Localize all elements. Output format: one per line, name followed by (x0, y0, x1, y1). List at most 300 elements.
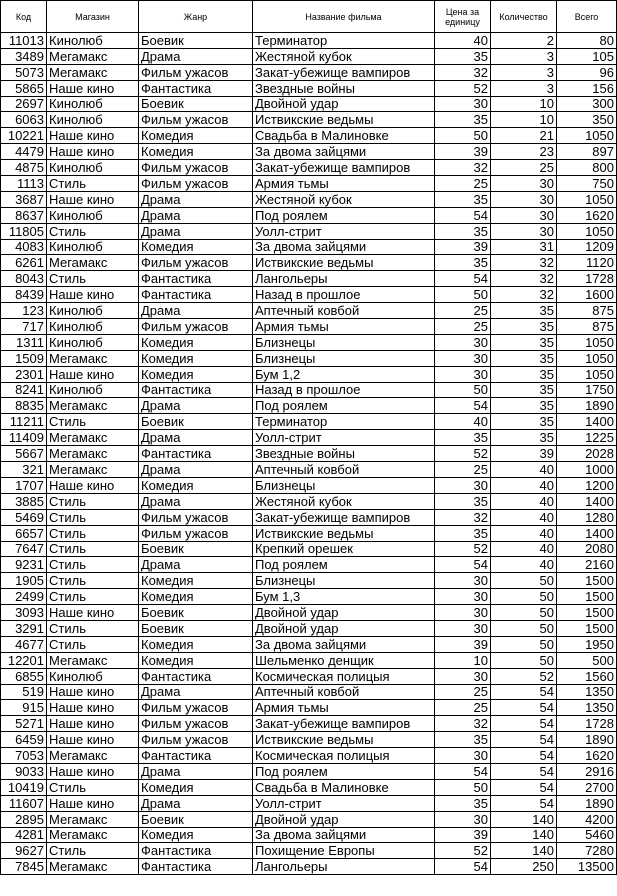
cell-id[interactable]: 2895 (1, 811, 47, 827)
cell-store[interactable]: Кинолюб (47, 112, 139, 128)
cell-title[interactable]: Терминатор (253, 414, 435, 430)
cell-id[interactable]: 915 (1, 700, 47, 716)
cell-quantity[interactable]: 54 (491, 795, 557, 811)
cell-id[interactable]: 6657 (1, 525, 47, 541)
cell-store[interactable]: Кинолюб (47, 207, 139, 223)
cell-total[interactable]: 1000 (557, 462, 617, 478)
cell-store[interactable]: Стиль (47, 414, 139, 430)
cell-store[interactable]: Стиль (47, 620, 139, 636)
cell-quantity[interactable]: 2 (491, 33, 557, 49)
cell-store[interactable]: Наше кино (47, 287, 139, 303)
cell-store[interactable]: Кинолюб (47, 382, 139, 398)
cell-total[interactable]: 156 (557, 80, 617, 96)
cell-total[interactable]: 1050 (557, 223, 617, 239)
cell-price[interactable]: 35 (435, 191, 491, 207)
cell-price[interactable]: 25 (435, 303, 491, 319)
cell-id[interactable]: 4479 (1, 144, 47, 160)
cell-quantity[interactable]: 50 (491, 573, 557, 589)
cell-total[interactable]: 1225 (557, 430, 617, 446)
cell-total[interactable]: 1050 (557, 334, 617, 350)
cell-id[interactable]: 11211 (1, 414, 47, 430)
cell-price[interactable]: 25 (435, 462, 491, 478)
cell-title[interactable]: Близнецы (253, 573, 435, 589)
cell-total[interactable]: 1350 (557, 700, 617, 716)
cell-store[interactable]: Стиль (47, 525, 139, 541)
cell-total[interactable]: 13500 (557, 859, 617, 875)
cell-total[interactable]: 500 (557, 652, 617, 668)
cell-quantity[interactable]: 40 (491, 493, 557, 509)
cell-store[interactable]: Наше кино (47, 191, 139, 207)
cell-price[interactable]: 10 (435, 652, 491, 668)
cell-title[interactable]: Иствикские ведьмы (253, 525, 435, 541)
cell-total[interactable]: 1890 (557, 795, 617, 811)
cell-id[interactable]: 9627 (1, 843, 47, 859)
cell-title[interactable]: Лангольеры (253, 271, 435, 287)
cell-quantity[interactable]: 40 (491, 525, 557, 541)
cell-total[interactable]: 1350 (557, 684, 617, 700)
cell-title[interactable]: Близнецы (253, 334, 435, 350)
cell-title[interactable]: Под роялем (253, 207, 435, 223)
cell-store[interactable]: Стиль (47, 176, 139, 192)
cell-genre[interactable]: Фильм ужасов (139, 525, 253, 541)
cell-id[interactable]: 9231 (1, 557, 47, 573)
cell-quantity[interactable]: 250 (491, 859, 557, 875)
cell-price[interactable]: 30 (435, 748, 491, 764)
cell-store[interactable]: Стиль (47, 636, 139, 652)
cell-title[interactable]: Свадьба в Малиновке (253, 779, 435, 795)
cell-title[interactable]: Аптечный ковбой (253, 684, 435, 700)
cell-title[interactable]: Закат-убежище вампиров (253, 716, 435, 732)
cell-genre[interactable]: Комедия (139, 334, 253, 350)
cell-quantity[interactable]: 40 (491, 541, 557, 557)
cell-title[interactable]: За двома зайцями (253, 636, 435, 652)
cell-store[interactable]: Наше кино (47, 366, 139, 382)
cell-quantity[interactable]: 35 (491, 430, 557, 446)
cell-quantity[interactable]: 35 (491, 319, 557, 335)
cell-price[interactable]: 35 (435, 48, 491, 64)
cell-quantity[interactable]: 35 (491, 334, 557, 350)
cell-id[interactable]: 1113 (1, 176, 47, 192)
cell-price[interactable]: 52 (435, 843, 491, 859)
cell-genre[interactable]: Боевик (139, 811, 253, 827)
cell-total[interactable]: 7280 (557, 843, 617, 859)
cell-quantity[interactable]: 140 (491, 843, 557, 859)
cell-store[interactable]: Стиль (47, 779, 139, 795)
cell-title[interactable]: За двома зайцями (253, 827, 435, 843)
cell-price[interactable]: 30 (435, 589, 491, 605)
cell-quantity[interactable]: 50 (491, 605, 557, 621)
cell-title[interactable]: Похищение Европы (253, 843, 435, 859)
cell-genre[interactable]: Фантастика (139, 859, 253, 875)
cell-store[interactable]: Мегамакс (47, 350, 139, 366)
cell-price[interactable]: 52 (435, 80, 491, 96)
cell-quantity[interactable]: 54 (491, 763, 557, 779)
cell-genre[interactable]: Драма (139, 795, 253, 811)
cell-store[interactable]: Кинолюб (47, 319, 139, 335)
cell-title[interactable]: Свадьба в Малиновке (253, 128, 435, 144)
cell-price[interactable]: 30 (435, 573, 491, 589)
cell-title[interactable]: Под роялем (253, 398, 435, 414)
cell-genre[interactable]: Фантастика (139, 843, 253, 859)
cell-quantity[interactable]: 140 (491, 827, 557, 843)
cell-id[interactable]: 1707 (1, 477, 47, 493)
cell-genre[interactable]: Фильм ужасов (139, 509, 253, 525)
cell-id[interactable]: 1311 (1, 334, 47, 350)
cell-store[interactable]: Мегамакс (47, 446, 139, 462)
cell-total[interactable]: 1500 (557, 620, 617, 636)
cell-genre[interactable]: Фантастика (139, 446, 253, 462)
cell-title[interactable]: Терминатор (253, 33, 435, 49)
cell-genre[interactable]: Драма (139, 191, 253, 207)
cell-quantity[interactable]: 31 (491, 239, 557, 255)
cell-quantity[interactable]: 10 (491, 112, 557, 128)
cell-title[interactable]: Звездные войны (253, 446, 435, 462)
cell-quantity[interactable]: 50 (491, 620, 557, 636)
col-header-genre[interactable]: Жанр (139, 1, 253, 33)
cell-price[interactable]: 54 (435, 398, 491, 414)
cell-title[interactable]: Крепкий орешек (253, 541, 435, 557)
cell-id[interactable]: 7053 (1, 748, 47, 764)
cell-id[interactable]: 123 (1, 303, 47, 319)
cell-quantity[interactable]: 40 (491, 477, 557, 493)
cell-genre[interactable]: Драма (139, 303, 253, 319)
cell-genre[interactable]: Комедия (139, 652, 253, 668)
cell-total[interactable]: 350 (557, 112, 617, 128)
cell-quantity[interactable]: 25 (491, 160, 557, 176)
cell-id[interactable]: 12201 (1, 652, 47, 668)
cell-price[interactable]: 35 (435, 732, 491, 748)
cell-price[interactable]: 30 (435, 668, 491, 684)
cell-quantity[interactable]: 50 (491, 589, 557, 605)
cell-store[interactable]: Стиль (47, 843, 139, 859)
cell-price[interactable]: 40 (435, 33, 491, 49)
cell-total[interactable]: 1750 (557, 382, 617, 398)
cell-genre[interactable]: Комедия (139, 128, 253, 144)
cell-store[interactable]: Мегамакс (47, 48, 139, 64)
cell-id[interactable]: 6261 (1, 255, 47, 271)
cell-price[interactable]: 35 (435, 493, 491, 509)
cell-title[interactable]: Двойной удар (253, 605, 435, 621)
cell-genre[interactable]: Комедия (139, 573, 253, 589)
cell-quantity[interactable]: 32 (491, 271, 557, 287)
cell-price[interactable]: 30 (435, 334, 491, 350)
cell-id[interactable]: 6459 (1, 732, 47, 748)
cell-genre[interactable]: Фильм ужасов (139, 716, 253, 732)
cell-store[interactable]: Кинолюб (47, 668, 139, 684)
cell-total[interactable]: 1728 (557, 271, 617, 287)
cell-total[interactable]: 875 (557, 303, 617, 319)
cell-title[interactable]: Аптечный ковбой (253, 462, 435, 478)
cell-total[interactable]: 2916 (557, 763, 617, 779)
cell-total[interactable]: 1620 (557, 748, 617, 764)
cell-store[interactable]: Наше кино (47, 716, 139, 732)
cell-title[interactable]: Жестяной кубок (253, 493, 435, 509)
cell-title[interactable]: Аптечный ковбой (253, 303, 435, 319)
cell-id[interactable]: 7845 (1, 859, 47, 875)
col-header-total[interactable]: Всего (557, 1, 617, 33)
cell-genre[interactable]: Комедия (139, 350, 253, 366)
cell-total[interactable]: 1500 (557, 589, 617, 605)
cell-quantity[interactable]: 21 (491, 128, 557, 144)
cell-id[interactable]: 11409 (1, 430, 47, 446)
cell-store[interactable]: Кинолюб (47, 160, 139, 176)
cell-quantity[interactable]: 52 (491, 668, 557, 684)
cell-store[interactable]: Кинолюб (47, 334, 139, 350)
cell-id[interactable]: 3885 (1, 493, 47, 509)
cell-store[interactable]: Наше кино (47, 128, 139, 144)
cell-id[interactable]: 3489 (1, 48, 47, 64)
cell-title[interactable]: За двома зайцями (253, 144, 435, 160)
cell-id[interactable]: 5667 (1, 446, 47, 462)
cell-quantity[interactable]: 35 (491, 398, 557, 414)
cell-price[interactable]: 30 (435, 477, 491, 493)
cell-id[interactable]: 1509 (1, 350, 47, 366)
cell-total[interactable]: 2700 (557, 779, 617, 795)
cell-id[interactable]: 7647 (1, 541, 47, 557)
cell-price[interactable]: 39 (435, 827, 491, 843)
cell-genre[interactable]: Боевик (139, 33, 253, 49)
cell-price[interactable]: 39 (435, 239, 491, 255)
cell-title[interactable]: Уолл-стрит (253, 795, 435, 811)
col-header-id[interactable]: Код (1, 1, 47, 33)
cell-id[interactable]: 8637 (1, 207, 47, 223)
cell-total[interactable]: 96 (557, 64, 617, 80)
cell-store[interactable]: Мегамакс (47, 652, 139, 668)
cell-price[interactable]: 30 (435, 366, 491, 382)
cell-total[interactable]: 1050 (557, 350, 617, 366)
cell-price[interactable]: 54 (435, 859, 491, 875)
cell-price[interactable]: 35 (435, 525, 491, 541)
cell-store[interactable]: Стиль (47, 589, 139, 605)
cell-total[interactable]: 1950 (557, 636, 617, 652)
cell-total[interactable]: 1600 (557, 287, 617, 303)
cell-id[interactable]: 5271 (1, 716, 47, 732)
cell-quantity[interactable]: 54 (491, 684, 557, 700)
cell-genre[interactable]: Боевик (139, 96, 253, 112)
cell-genre[interactable]: Фантастика (139, 271, 253, 287)
cell-total[interactable]: 5460 (557, 827, 617, 843)
cell-price[interactable]: 52 (435, 446, 491, 462)
cell-total[interactable]: 1560 (557, 668, 617, 684)
cell-total[interactable]: 1400 (557, 493, 617, 509)
cell-genre[interactable]: Фантастика (139, 748, 253, 764)
cell-quantity[interactable]: 39 (491, 446, 557, 462)
cell-total[interactable]: 1050 (557, 128, 617, 144)
cell-price[interactable]: 30 (435, 811, 491, 827)
cell-store[interactable]: Кинолюб (47, 33, 139, 49)
cell-genre[interactable]: Боевик (139, 414, 253, 430)
cell-price[interactable]: 50 (435, 287, 491, 303)
cell-quantity[interactable]: 140 (491, 811, 557, 827)
cell-store[interactable]: Мегамакс (47, 827, 139, 843)
cell-total[interactable]: 105 (557, 48, 617, 64)
cell-store[interactable]: Наше кино (47, 700, 139, 716)
cell-total[interactable]: 1728 (557, 716, 617, 732)
cell-quantity[interactable]: 35 (491, 350, 557, 366)
cell-genre[interactable]: Комедия (139, 589, 253, 605)
cell-genre[interactable]: Драма (139, 48, 253, 64)
cell-id[interactable]: 2499 (1, 589, 47, 605)
cell-title[interactable]: Космическая полицыя (253, 748, 435, 764)
cell-price[interactable]: 54 (435, 557, 491, 573)
cell-store[interactable]: Стиль (47, 541, 139, 557)
cell-total[interactable]: 300 (557, 96, 617, 112)
cell-genre[interactable]: Фантастика (139, 287, 253, 303)
cell-id[interactable]: 3093 (1, 605, 47, 621)
cell-genre[interactable]: Драма (139, 557, 253, 573)
cell-total[interactable]: 1890 (557, 398, 617, 414)
cell-genre[interactable]: Драма (139, 223, 253, 239)
cell-store[interactable]: Наше кино (47, 605, 139, 621)
cell-genre[interactable]: Фантастика (139, 668, 253, 684)
cell-price[interactable]: 25 (435, 176, 491, 192)
cell-store[interactable]: Стиль (47, 493, 139, 509)
cell-id[interactable]: 6855 (1, 668, 47, 684)
cell-title[interactable]: Иствикские ведьмы (253, 112, 435, 128)
cell-total[interactable]: 800 (557, 160, 617, 176)
cell-id[interactable]: 4281 (1, 827, 47, 843)
cell-genre[interactable]: Фантастика (139, 382, 253, 398)
cell-store[interactable]: Стиль (47, 223, 139, 239)
cell-store[interactable]: Мегамакс (47, 462, 139, 478)
cell-total[interactable]: 1050 (557, 366, 617, 382)
cell-title[interactable]: Близнецы (253, 350, 435, 366)
cell-store[interactable]: Стиль (47, 557, 139, 573)
cell-genre[interactable]: Драма (139, 684, 253, 700)
cell-store[interactable]: Наше кино (47, 684, 139, 700)
col-header-price[interactable]: Цена за единицу (435, 1, 491, 33)
cell-price[interactable]: 32 (435, 509, 491, 525)
cell-price[interactable]: 54 (435, 271, 491, 287)
cell-store[interactable]: Наше кино (47, 763, 139, 779)
cell-total[interactable]: 875 (557, 319, 617, 335)
cell-store[interactable]: Стиль (47, 271, 139, 287)
cell-price[interactable]: 30 (435, 96, 491, 112)
cell-quantity[interactable]: 35 (491, 303, 557, 319)
cell-title[interactable]: Армия тьмы (253, 319, 435, 335)
cell-title[interactable]: Армия тьмы (253, 700, 435, 716)
cell-quantity[interactable]: 3 (491, 48, 557, 64)
cell-id[interactable]: 5865 (1, 80, 47, 96)
cell-quantity[interactable]: 40 (491, 509, 557, 525)
cell-id[interactable]: 10221 (1, 128, 47, 144)
cell-quantity[interactable]: 30 (491, 207, 557, 223)
cell-price[interactable]: 32 (435, 64, 491, 80)
cell-quantity[interactable]: 10 (491, 96, 557, 112)
cell-title[interactable]: Близнецы (253, 477, 435, 493)
cell-id[interactable]: 8241 (1, 382, 47, 398)
cell-price[interactable]: 35 (435, 112, 491, 128)
cell-total[interactable]: 1200 (557, 477, 617, 493)
cell-total[interactable]: 2028 (557, 446, 617, 462)
cell-id[interactable]: 5469 (1, 509, 47, 525)
cell-genre[interactable]: Комедия (139, 366, 253, 382)
cell-genre[interactable]: Фильм ужасов (139, 112, 253, 128)
cell-store[interactable]: Мегамакс (47, 398, 139, 414)
cell-title[interactable]: Шельменко денщик (253, 652, 435, 668)
cell-genre[interactable]: Драма (139, 763, 253, 779)
cell-total[interactable]: 80 (557, 33, 617, 49)
cell-genre[interactable]: Комедия (139, 779, 253, 795)
cell-title[interactable]: Иствикские ведьмы (253, 732, 435, 748)
cell-genre[interactable]: Драма (139, 462, 253, 478)
cell-store[interactable]: Наше кино (47, 477, 139, 493)
cell-quantity[interactable]: 54 (491, 748, 557, 764)
cell-genre[interactable]: Комедия (139, 144, 253, 160)
cell-price[interactable]: 50 (435, 382, 491, 398)
cell-price[interactable]: 35 (435, 255, 491, 271)
cell-title[interactable]: Закат-убежище вампиров (253, 160, 435, 176)
cell-store[interactable]: Кинолюб (47, 303, 139, 319)
cell-price[interactable]: 25 (435, 319, 491, 335)
cell-quantity[interactable]: 35 (491, 382, 557, 398)
cell-title[interactable]: Бум 1,3 (253, 589, 435, 605)
cell-genre[interactable]: Фильм ужасов (139, 319, 253, 335)
cell-genre[interactable]: Фильм ужасов (139, 700, 253, 716)
cell-id[interactable]: 6063 (1, 112, 47, 128)
cell-quantity[interactable]: 54 (491, 779, 557, 795)
cell-genre[interactable]: Фильм ужасов (139, 176, 253, 192)
cell-quantity[interactable]: 32 (491, 287, 557, 303)
cell-price[interactable]: 50 (435, 779, 491, 795)
cell-quantity[interactable]: 30 (491, 223, 557, 239)
cell-price[interactable]: 35 (435, 223, 491, 239)
cell-id[interactable]: 3687 (1, 191, 47, 207)
cell-title[interactable]: Закат-убежище вампиров (253, 509, 435, 525)
cell-id[interactable]: 11607 (1, 795, 47, 811)
cell-store[interactable]: Мегамакс (47, 64, 139, 80)
cell-store[interactable]: Мегамакс (47, 255, 139, 271)
cell-id[interactable]: 519 (1, 684, 47, 700)
cell-quantity[interactable]: 54 (491, 716, 557, 732)
cell-store[interactable]: Мегамакс (47, 430, 139, 446)
cell-id[interactable]: 5073 (1, 64, 47, 80)
cell-title[interactable]: Звездные войны (253, 80, 435, 96)
cell-store[interactable]: Стиль (47, 509, 139, 525)
cell-genre[interactable]: Драма (139, 398, 253, 414)
cell-title[interactable]: Уолл-стрит (253, 223, 435, 239)
cell-quantity[interactable]: 30 (491, 176, 557, 192)
cell-store[interactable]: Мегамакс (47, 748, 139, 764)
cell-total[interactable]: 897 (557, 144, 617, 160)
cell-quantity[interactable]: 3 (491, 80, 557, 96)
cell-title[interactable]: Двойной удар (253, 811, 435, 827)
cell-quantity[interactable]: 40 (491, 462, 557, 478)
cell-price[interactable]: 54 (435, 207, 491, 223)
cell-store[interactable]: Наше кино (47, 80, 139, 96)
cell-title[interactable]: Под роялем (253, 557, 435, 573)
cell-quantity[interactable]: 50 (491, 652, 557, 668)
cell-id[interactable]: 717 (1, 319, 47, 335)
cell-store[interactable]: Кинолюб (47, 239, 139, 255)
cell-price[interactable]: 39 (435, 144, 491, 160)
cell-id[interactable]: 4875 (1, 160, 47, 176)
cell-total[interactable]: 1500 (557, 573, 617, 589)
cell-genre[interactable]: Комедия (139, 477, 253, 493)
cell-title[interactable]: Двойной удар (253, 96, 435, 112)
cell-price[interactable]: 35 (435, 430, 491, 446)
cell-total[interactable]: 1890 (557, 732, 617, 748)
cell-quantity[interactable]: 3 (491, 64, 557, 80)
cell-total[interactable]: 1400 (557, 414, 617, 430)
cell-store[interactable]: Наше кино (47, 144, 139, 160)
cell-store[interactable]: Кинолюб (47, 96, 139, 112)
cell-genre[interactable]: Драма (139, 430, 253, 446)
cell-store[interactable]: Стиль (47, 573, 139, 589)
cell-store[interactable]: Наше кино (47, 732, 139, 748)
cell-quantity[interactable]: 50 (491, 636, 557, 652)
cell-title[interactable]: Космическая полицыя (253, 668, 435, 684)
